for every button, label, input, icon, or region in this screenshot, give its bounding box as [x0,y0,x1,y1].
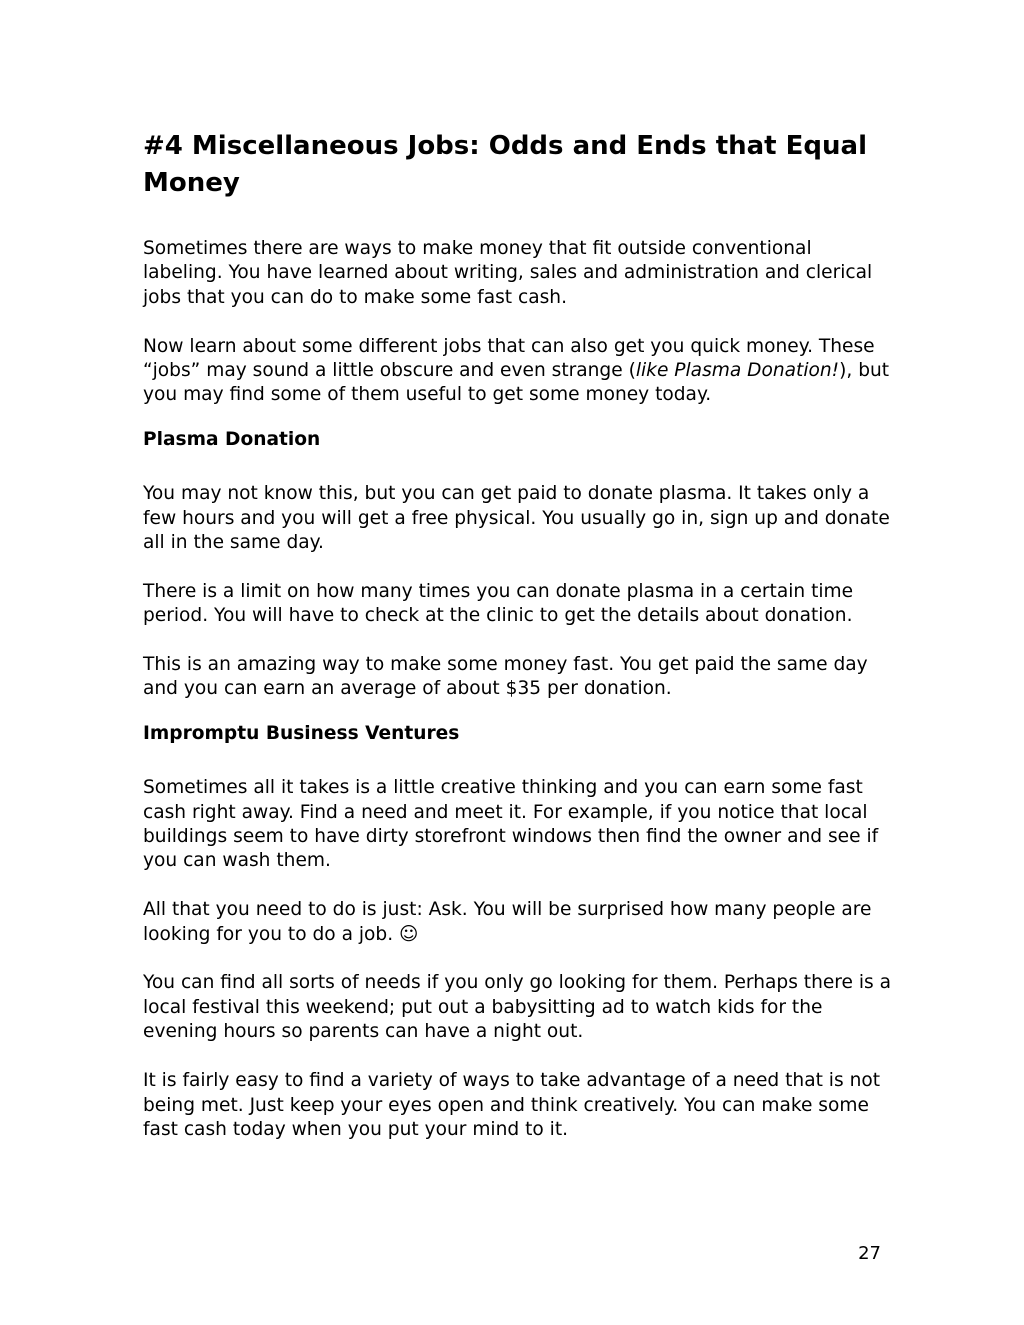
page-content [143,128,893,1142]
intro-text-part-1: Now learn about some different jobs that can also get you quick money. These “jobs” may sound a little obscure and even strange ( [143,335,875,382]
intro-paragraph-2 [143,335,893,408]
business-paragraph-3: You can find all sorts of needs if you only go looking for them. Perhaps there is a local festival this weekend; put out a babysitting ad to watch kids for the evening hours so parents can have a night out. [143,972,892,1043]
business-paragraph-1: Sometimes all it takes is a little creative thinking and you can earn some fast cash right away. Find a need and meet it. For example, if you notice that local buildings seem to have dirty storefront windows then find the owner and see if you can wash them. [143,777,879,872]
page-title: #4 Miscellaneous Jobs: Odds and Ends that Equal Money [143,131,868,198]
plasma-paragraph-1: You may not know this, but you can get paid to donate plasma. It takes only a few hours and you will get a free physical. You usually go in, sign up and donate all in the same day. [143,483,890,554]
business-paragraph-2: All that you need to do is just: Ask. You will be surprised how many people are looking for you to do a job. ☺ [143,899,872,945]
plasma-paragraph-3: This is an amazing way to make some money fast. You get paid the same day and you can earn an average of about $35 per donation. [143,654,868,700]
section-heading-impromptu-business: Impromptu Business Ventures [143,722,460,744]
intro-text-part-2: ), but you may find some of them useful to get some money today. [143,360,890,406]
intro-paragraph-1: Sometimes there are ways to make money that fit outside conventional labeling. You have learned about writing, sales and administration and clerical jobs that you can do to make some fast cash. [143,238,873,308]
business-paragraph-4: It is fairly easy to find a variety of ways to take advantage of a need that is not being met. Just keep your eyes open and think creatively. You can make some fast cash today when you put your mind to it. [143,1070,881,1140]
intro-italic-text: like Plasma Donation! [635,360,840,382]
section-heading-plasma-donation: Plasma Donation [143,428,321,450]
page-number: 27 [858,1243,881,1264]
plasma-paragraph-2: There is a limit on how many times you can donate plasma in a certain time period. You will have to check at the clinic to get the details about donation. [143,580,854,627]
